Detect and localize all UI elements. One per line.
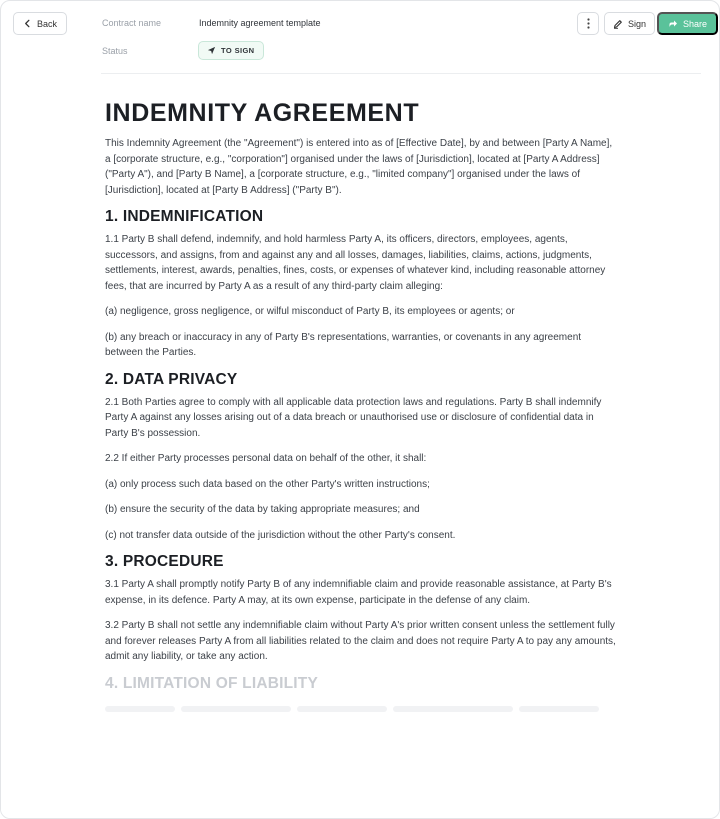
section-heading: 2. DATA PRIVACY (105, 370, 238, 388)
clause-paragraph: (b) any breach or inaccuracy in any of Party B's representations, warranties, or covenants in any agreement between the Parties. (105, 331, 582, 358)
intro-paragraph: This Indemnity Agreement (the "Agreement") is entered into as of [Effective Date], by and between [Party A Name], a [corporate structure, e.g., "corporation"] organised under the laws of [Jurisdiction], located at [Party A Address] ("Party A"), and [Party B Name], a [corporate structure, e.g., "limited company"] organised under the laws of [Jurisdiction], located at [Party B Address] ("Party B"). (105, 138, 613, 196)
chevron-left-icon (23, 19, 32, 28)
sign-label: Sign (628, 18, 647, 29)
section-heading: 1. INDEMNIFICATION (105, 208, 264, 225)
clause-paragraph: (a) negligence, gross negligence, or wilful misconduct of Party B, its employees or agents; or (105, 306, 515, 317)
clause-paragraph: 2.1 Both Parties agree to comply with all applicable data protection laws and regulations. Party B shall indemnify Party A against any losses arising out of a data breach or unauthorised use or disclosure of confidential data in Party B's possession. (105, 396, 602, 439)
share-button[interactable] (657, 12, 718, 35)
back-button[interactable] (13, 12, 67, 35)
document-title: INDEMNITY AGREEMENT (105, 99, 420, 127)
status-badge (198, 41, 264, 60)
status-label: Status (102, 46, 128, 56)
clause-paragraph: 2.2 If either Party processes personal data on behalf of the other, it shall: (105, 453, 427, 464)
send-icon (207, 46, 216, 55)
scroll-fade-overlay (1, 736, 720, 819)
document-body (105, 99, 619, 713)
sign-button[interactable] (604, 12, 655, 35)
more-options-button[interactable] (577, 12, 599, 35)
clause-paragraph: 3.2 Party B shall not settle any indemnifiable claim without Party A's prior written consent unless the settlement fully and forever releases Party A from all liabilities related to the claim and does not require Party A to pay any amounts, admit any liability, or take any action. (105, 620, 616, 662)
clause-paragraph: (c) not transfer data outside of the jurisdiction without the other Party's consent. (105, 529, 456, 541)
contract-name-label: Contract name (102, 18, 162, 28)
clause-paragraph: 3.1 Party A shall promptly notify Party B of any indemnifiable claim and provide reasonable assistance, at Party B's expense, in its defence. Party A may, at its own expense, participate in the defense of any claim. (105, 579, 612, 606)
header-divider (101, 73, 701, 74)
status-value: TO SIGN (221, 46, 255, 55)
contract-name-value[interactable]: Indemnity agreement template (199, 18, 321, 28)
faded-text-placeholder (105, 699, 619, 713)
pen-icon (613, 19, 623, 29)
share-icon (668, 19, 678, 29)
section-heading: 3. PROCEDURE (105, 553, 224, 570)
clause-paragraph: (a) only process such data based on the other Party's written instructions; (105, 478, 430, 490)
back-label: Back (37, 18, 58, 29)
clause-paragraph: (b) ensure the security of the data by taking appropriate measures; and (105, 504, 420, 515)
more-vertical-icon (587, 18, 590, 29)
section-heading: 4. LIMITATION OF LIABILITY (105, 674, 318, 692)
clause-paragraph: 1.1 Party B shall defend, indemnify, and hold harmless Party A, its officers, directors, employees, agents, successors, and assigns, from and against any and all losses, damages, liabilities, claims, actions, judgments, settlements, interest, awards, penalties, fines, costs, or expenses of whatever kind, including reasonable attorney fees, that are incurred by Party A as a result of any third-party claim alleging: (105, 234, 606, 292)
share-label: Share (683, 18, 708, 29)
